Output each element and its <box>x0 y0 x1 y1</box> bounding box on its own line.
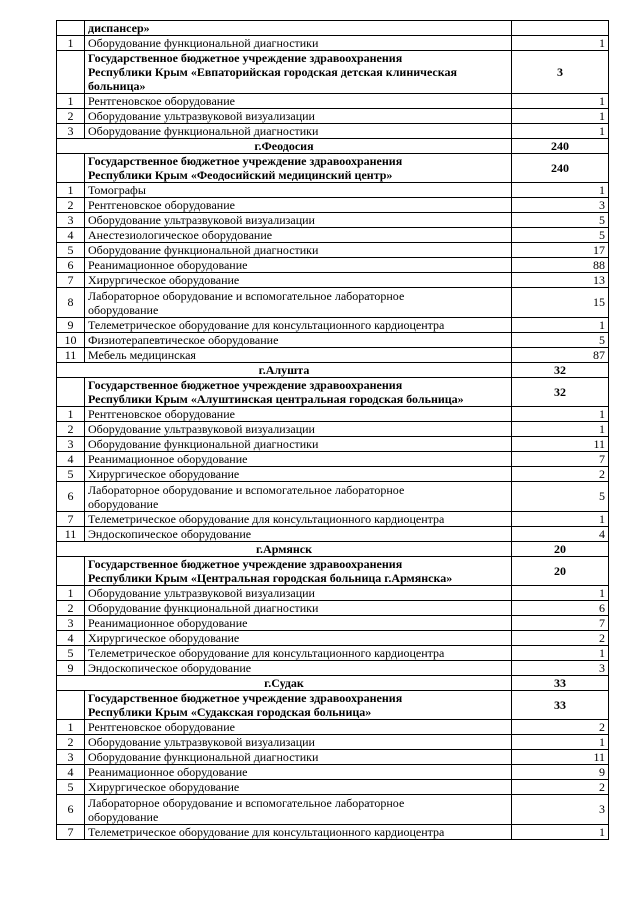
equipment-row <box>57 735 609 750</box>
equipment-row <box>57 318 609 333</box>
equipment-name: Рентгеновское оборудование <box>85 407 512 422</box>
equipment-table <box>56 20 609 840</box>
institution-name <box>85 691 512 720</box>
city-row <box>57 139 609 154</box>
equipment-quantity: 1 <box>512 422 609 437</box>
city-name: г.Судак <box>57 676 512 691</box>
equipment-row <box>57 631 609 646</box>
equipment-quantity: 3 <box>512 661 609 676</box>
equipment-name: Телеметрическое оборудование для консультационного кардиоцентра <box>85 646 512 661</box>
equipment-quantity: 1 <box>512 407 609 422</box>
equipment-row <box>57 780 609 795</box>
city-row <box>57 676 609 691</box>
equipment-quantity: 1 <box>512 512 609 527</box>
equipment-row <box>57 437 609 452</box>
equipment-quantity: 1 <box>512 183 609 198</box>
row-number: 1 <box>57 586 85 601</box>
city-total: 20 <box>512 542 609 557</box>
equipment-name-line: оборудование <box>88 496 159 511</box>
equipment-row <box>57 601 609 616</box>
equipment-quantity: 11 <box>512 437 609 452</box>
equipment-row <box>57 616 609 631</box>
equipment-quantity: 5 <box>512 333 609 348</box>
equipment-name: Телеметрическое оборудование для консультационного кардиоцентра <box>85 825 512 840</box>
institution-name <box>85 51 512 94</box>
empty-total-cell <box>512 21 609 36</box>
institution-name-line: Республики Крым «Судакская городская больница» <box>88 705 372 719</box>
equipment-name: Хирургическое оборудование <box>85 467 512 482</box>
equipment-name: Оборудование функциональной диагностики <box>85 601 512 616</box>
row-number: 2 <box>57 601 85 616</box>
equipment-quantity: 1 <box>512 109 609 124</box>
row-number: 7 <box>57 512 85 527</box>
equipment-table-body <box>57 21 609 840</box>
row-number: 5 <box>57 243 85 258</box>
row-number: 6 <box>57 795 85 825</box>
equipment-quantity: 6 <box>512 601 609 616</box>
equipment-quantity: 1 <box>512 586 609 601</box>
row-number: 7 <box>57 825 85 840</box>
continuation-row <box>57 21 609 36</box>
equipment-quantity: 7 <box>512 452 609 467</box>
equipment-name-line: Лабораторное оборудование и вспомогательное лабораторное <box>88 482 405 497</box>
equipment-row <box>57 198 609 213</box>
institution-name <box>85 557 512 586</box>
empty-number-cell <box>57 21 85 36</box>
institution-total: 240 <box>512 154 609 183</box>
row-number: 11 <box>57 348 85 363</box>
row-number: 1 <box>57 94 85 109</box>
equipment-quantity: 5 <box>512 482 609 512</box>
equipment-row <box>57 273 609 288</box>
city-total: 32 <box>512 363 609 378</box>
equipment-name: Рентгеновское оборудование <box>85 198 512 213</box>
empty-number-cell <box>57 557 85 586</box>
equipment-row <box>57 407 609 422</box>
city-row <box>57 542 609 557</box>
institution-name <box>85 378 512 407</box>
equipment-name-line: оборудование <box>88 302 159 317</box>
institution-name-line: Республики Крым «Евпаторийская городская детская клиническая <box>88 65 457 79</box>
equipment-quantity: 4 <box>512 527 609 542</box>
city-row <box>57 363 609 378</box>
equipment-row <box>57 288 609 318</box>
equipment-name: Оборудование ультразвуковой визуализации <box>85 109 512 124</box>
row-number: 3 <box>57 213 85 228</box>
row-number: 1 <box>57 36 85 51</box>
equipment-quantity: 2 <box>512 631 609 646</box>
equipment-row <box>57 243 609 258</box>
empty-number-cell <box>57 378 85 407</box>
equipment-quantity: 5 <box>512 213 609 228</box>
row-number: 9 <box>57 318 85 333</box>
equipment-name: Реанимационное оборудование <box>85 258 512 273</box>
equipment-quantity: 9 <box>512 765 609 780</box>
equipment-quantity: 1 <box>512 318 609 333</box>
row-number: 5 <box>57 646 85 661</box>
institution-row <box>57 154 609 183</box>
institution-row <box>57 691 609 720</box>
equipment-name: Оборудование ультразвуковой визуализации <box>85 422 512 437</box>
equipment-name: Эндоскопическое оборудование <box>85 661 512 676</box>
equipment-name: Хирургическое оборудование <box>85 780 512 795</box>
city-total: 33 <box>512 676 609 691</box>
equipment-quantity: 1 <box>512 36 609 51</box>
equipment-name: Реанимационное оборудование <box>85 616 512 631</box>
equipment-row <box>57 646 609 661</box>
row-number: 2 <box>57 109 85 124</box>
institution-row <box>57 378 609 407</box>
equipment-quantity: 2 <box>512 467 609 482</box>
equipment-row <box>57 467 609 482</box>
institution-row <box>57 51 609 94</box>
equipment-quantity: 7 <box>512 616 609 631</box>
row-number: 3 <box>57 750 85 765</box>
institution-name-line: Государственное бюджетное учреждение здравоохранения <box>88 378 403 392</box>
equipment-row <box>57 482 609 512</box>
empty-number-cell <box>57 51 85 94</box>
equipment-quantity: 15 <box>512 288 609 318</box>
row-number: 2 <box>57 198 85 213</box>
equipment-name <box>85 795 512 825</box>
equipment-name: Телеметрическое оборудование для консультационного кардиоцентра <box>85 512 512 527</box>
row-number: 4 <box>57 228 85 243</box>
equipment-name: Хирургическое оборудование <box>85 273 512 288</box>
row-number: 5 <box>57 467 85 482</box>
equipment-name: Оборудование ультразвуковой визуализации <box>85 586 512 601</box>
equipment-quantity: 3 <box>512 795 609 825</box>
equipment-quantity: 11 <box>512 750 609 765</box>
city-total: 240 <box>512 139 609 154</box>
equipment-quantity: 5 <box>512 228 609 243</box>
institution-name-line: Республики Крым «Феодосийский медицинский центр» <box>88 168 393 182</box>
institution-name-line: Государственное бюджетное учреждение здравоохранения <box>88 154 403 168</box>
row-number: 5 <box>57 780 85 795</box>
equipment-row <box>57 512 609 527</box>
row-number: 4 <box>57 631 85 646</box>
equipment-row <box>57 183 609 198</box>
row-number: 9 <box>57 661 85 676</box>
equipment-name: Мебель медицинская <box>85 348 512 363</box>
institution-total: 3 <box>512 51 609 94</box>
equipment-quantity: 1 <box>512 124 609 139</box>
equipment-row <box>57 452 609 467</box>
institution-name-line: Республики Крым «Центральная городская больница г.Армянска» <box>88 571 453 585</box>
equipment-row <box>57 109 609 124</box>
row-number: 4 <box>57 452 85 467</box>
equipment-name: Томографы <box>85 183 512 198</box>
equipment-quantity: 88 <box>512 258 609 273</box>
institution-total: 33 <box>512 691 609 720</box>
row-number: 10 <box>57 333 85 348</box>
row-number: 8 <box>57 288 85 318</box>
row-number: 11 <box>57 527 85 542</box>
equipment-name-line: Лабораторное оборудование и вспомогательное лабораторное <box>88 288 405 303</box>
equipment-quantity: 2 <box>512 720 609 735</box>
row-number: 2 <box>57 735 85 750</box>
equipment-name: Эндоскопическое оборудование <box>85 527 512 542</box>
institution-name-line: Государственное бюджетное учреждение здравоохранения <box>88 691 403 705</box>
equipment-name: Оборудование ультразвуковой визуализации <box>85 735 512 750</box>
equipment-quantity: 1 <box>512 94 609 109</box>
equipment-name <box>85 482 512 512</box>
equipment-row <box>57 795 609 825</box>
equipment-name: Оборудование функциональной диагностики <box>85 243 512 258</box>
continuation-text: диспансер» <box>85 21 512 36</box>
institution-total: 20 <box>512 557 609 586</box>
equipment-row <box>57 333 609 348</box>
equipment-row <box>57 348 609 363</box>
equipment-name: Оборудование функциональной диагностики <box>85 36 512 51</box>
row-number: 6 <box>57 482 85 512</box>
equipment-row <box>57 825 609 840</box>
city-name: г.Феодосия <box>57 139 512 154</box>
equipment-name: Рентгеновское оборудование <box>85 720 512 735</box>
institution-total: 32 <box>512 378 609 407</box>
equipment-name-line: Лабораторное оборудование и вспомогательное лабораторное <box>88 795 405 810</box>
equipment-name: Оборудование ультразвуковой визуализации <box>85 213 512 228</box>
equipment-quantity: 17 <box>512 243 609 258</box>
institution-name <box>85 154 512 183</box>
equipment-row <box>57 586 609 601</box>
equipment-name: Реанимационное оборудование <box>85 765 512 780</box>
institution-name-line: Государственное бюджетное учреждение здравоохранения <box>88 51 403 65</box>
row-number: 4 <box>57 765 85 780</box>
equipment-name: Оборудование функциональной диагностики <box>85 750 512 765</box>
equipment-name-line: оборудование <box>88 809 159 824</box>
equipment-row <box>57 765 609 780</box>
equipment-quantity: 1 <box>512 825 609 840</box>
equipment-name <box>85 288 512 318</box>
equipment-quantity: 87 <box>512 348 609 363</box>
institution-name-line: Республики Крым «Алуштинская центральная городская больница» <box>88 392 464 406</box>
row-number: 2 <box>57 422 85 437</box>
equipment-quantity: 2 <box>512 780 609 795</box>
equipment-name: Анестезиологическое оборудование <box>85 228 512 243</box>
row-number: 6 <box>57 258 85 273</box>
row-number: 1 <box>57 407 85 422</box>
equipment-row <box>57 36 609 51</box>
institution-name-line: больница» <box>88 79 146 93</box>
row-number: 3 <box>57 124 85 139</box>
equipment-row <box>57 228 609 243</box>
equipment-row <box>57 422 609 437</box>
equipment-row <box>57 750 609 765</box>
row-number: 1 <box>57 183 85 198</box>
equipment-row <box>57 258 609 273</box>
equipment-row <box>57 213 609 228</box>
equipment-quantity: 13 <box>512 273 609 288</box>
row-number: 3 <box>57 437 85 452</box>
empty-number-cell <box>57 154 85 183</box>
institution-row <box>57 557 609 586</box>
equipment-row <box>57 124 609 139</box>
equipment-row <box>57 527 609 542</box>
equipment-name: Хирургическое оборудование <box>85 631 512 646</box>
equipment-quantity: 3 <box>512 198 609 213</box>
equipment-name: Физиотерапевтическое оборудование <box>85 333 512 348</box>
city-name: г.Армянск <box>57 542 512 557</box>
empty-number-cell <box>57 691 85 720</box>
equipment-name: Телеметрическое оборудование для консультационного кардиоцентра <box>85 318 512 333</box>
row-number: 3 <box>57 616 85 631</box>
institution-name-line: Государственное бюджетное учреждение здравоохранения <box>88 557 403 571</box>
row-number: 7 <box>57 273 85 288</box>
equipment-quantity: 1 <box>512 735 609 750</box>
equipment-row <box>57 720 609 735</box>
equipment-row <box>57 94 609 109</box>
equipment-row <box>57 661 609 676</box>
equipment-quantity: 1 <box>512 646 609 661</box>
equipment-name: Реанимационное оборудование <box>85 452 512 467</box>
equipment-name: Оборудование функциональной диагностики <box>85 437 512 452</box>
city-name: г.Алушта <box>57 363 512 378</box>
equipment-name: Рентгеновское оборудование <box>85 94 512 109</box>
equipment-name: Оборудование функциональной диагностики <box>85 124 512 139</box>
row-number: 1 <box>57 720 85 735</box>
